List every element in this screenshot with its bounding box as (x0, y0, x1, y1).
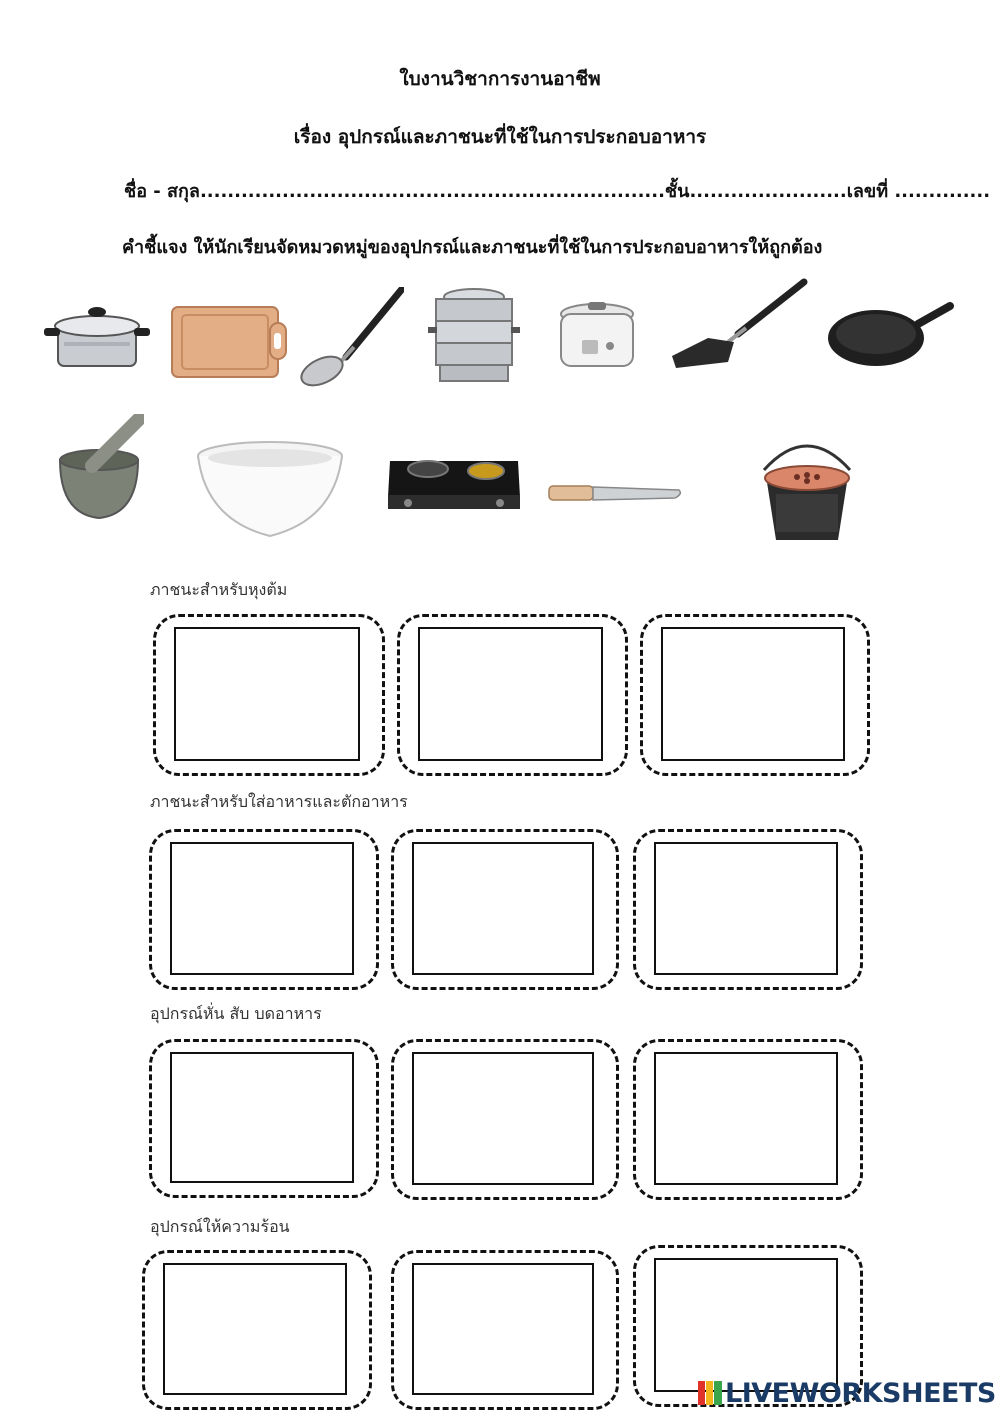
knife-icon[interactable] (547, 482, 683, 506)
worksheet-subject: เรื่อง อุปกรณ์และภาชนะที่ใช้ในการประกอบอาหาร (293, 126, 707, 148)
drop-box[interactable] (654, 1258, 838, 1392)
drop-slot[interactable] (142, 1250, 372, 1410)
drop-slot[interactable] (149, 1039, 379, 1198)
liveworksheets-logo-icon (697, 1380, 723, 1406)
drop-slot[interactable] (391, 1250, 619, 1410)
drop-slot[interactable] (391, 1039, 619, 1200)
ladle-spoon-icon[interactable] (298, 287, 404, 387)
frying-pan-icon[interactable] (826, 298, 954, 372)
drop-box[interactable] (170, 842, 354, 975)
section-label-cutting: อุปกรณ์หั่น สับ บดอาหาร (150, 1004, 322, 1023)
drop-slot[interactable] (149, 829, 379, 990)
mortar-pestle-icon[interactable] (54, 414, 144, 522)
brand-text: LIVEWORKSHEETS (725, 1377, 996, 1409)
rice-cooker-icon[interactable] (552, 300, 642, 372)
pot-icon[interactable] (44, 302, 150, 374)
steamer-icon[interactable] (426, 287, 522, 385)
liveworksheets-logo (697, 1376, 996, 1410)
drop-slot[interactable] (397, 614, 628, 776)
drop-box[interactable] (654, 1052, 838, 1185)
student-info-line: ชื่อ - สกุล....................................................................ชั้น.......................เลขที่ .............. (124, 181, 991, 202)
spatula-icon[interactable] (668, 278, 808, 370)
drop-slot[interactable] (391, 829, 619, 990)
drop-slot[interactable] (633, 1039, 863, 1200)
section-label-heating: อุปกรณ์ให้ความร้อน (150, 1217, 290, 1236)
drop-box[interactable] (654, 842, 838, 975)
drop-box[interactable] (418, 627, 603, 761)
section-label-cooking: ภาชนะสำหรับหุงต้ม (150, 580, 288, 599)
drop-box[interactable] (163, 1263, 347, 1395)
drop-box[interactable] (661, 627, 845, 761)
drop-box[interactable] (170, 1052, 354, 1183)
drop-box[interactable] (412, 1052, 594, 1185)
bowl-icon[interactable] (196, 440, 344, 538)
instruction-text: คำชี้แจง ให้นักเรียนจัดหมวดหมู่ของอุปกรณ์และภาชนะที่ใช้ในการประกอบอาหารให้ถูกต้อง (122, 237, 823, 258)
drop-box[interactable] (412, 1263, 594, 1395)
cutting-board-icon[interactable] (170, 305, 288, 379)
drop-slot[interactable] (153, 614, 385, 776)
gas-stove-icon[interactable] (384, 437, 524, 515)
drop-slot[interactable] (633, 829, 863, 990)
worksheet-title: ใบงานวิชาการงานอาชีพ (399, 68, 601, 90)
drop-slot[interactable] (640, 614, 870, 776)
drop-box[interactable] (412, 842, 594, 975)
charcoal-stove-icon[interactable] (752, 430, 862, 546)
drop-box[interactable] (174, 627, 360, 761)
section-label-serving: ภาชนะสำหรับใส่อาหารและตักอาหาร (150, 792, 408, 811)
